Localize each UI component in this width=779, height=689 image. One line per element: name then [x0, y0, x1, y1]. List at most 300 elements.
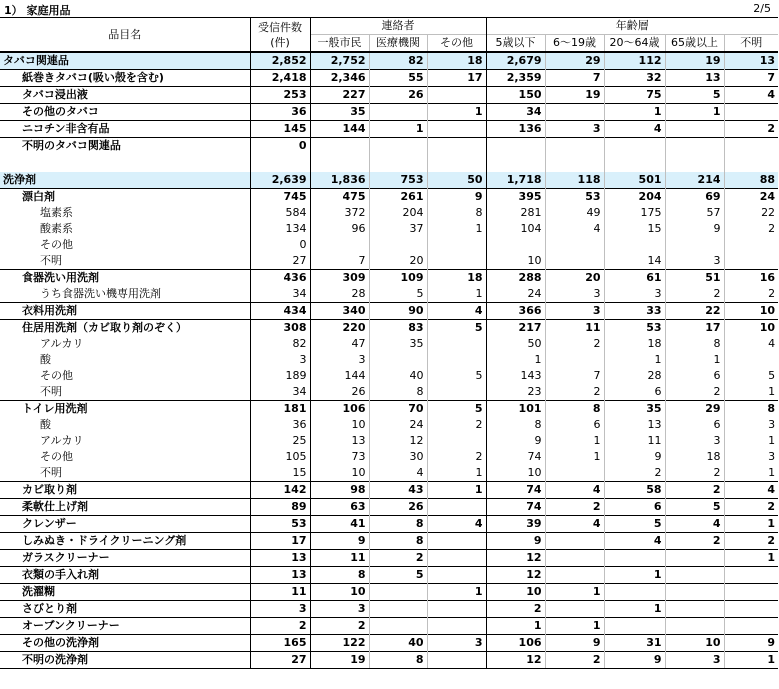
value-cell: [665, 237, 724, 253]
table-row: [0, 601, 778, 618]
value-cell: 31: [604, 635, 665, 652]
value-cell: 13: [310, 433, 369, 449]
value-cell: [369, 601, 427, 618]
value-cell: 5: [604, 516, 665, 533]
value-cell: 35: [369, 336, 427, 352]
value-cell: 2,852: [250, 52, 310, 70]
value-cell: 1: [604, 104, 665, 121]
value-cell: [604, 618, 665, 635]
value-cell: [604, 237, 665, 253]
value-cell: 53: [604, 320, 665, 337]
table-row: [0, 567, 778, 584]
value-cell: 745: [250, 189, 310, 206]
table-row: [0, 303, 778, 320]
table-row: [0, 253, 778, 270]
value-cell: [427, 352, 486, 368]
value-cell: 6: [604, 384, 665, 401]
table-row: [0, 189, 778, 206]
value-cell: [369, 352, 427, 368]
value-cell: 28: [604, 368, 665, 384]
value-cell: 8: [369, 516, 427, 533]
value-cell: [545, 465, 604, 482]
value-cell: 2: [724, 121, 778, 138]
value-cell: [369, 618, 427, 635]
value-cell: 11: [604, 433, 665, 449]
value-cell: 4: [604, 533, 665, 550]
value-cell: 27: [250, 652, 310, 669]
value-cell: 1: [665, 104, 724, 121]
value-cell: 2: [665, 286, 724, 303]
item-name-cell: 酸: [40, 418, 51, 431]
value-cell: 19: [665, 52, 724, 70]
value-cell: 1: [545, 433, 604, 449]
value-cell: 15: [250, 465, 310, 482]
table-row: [0, 352, 778, 368]
value-cell: 34: [250, 286, 310, 303]
value-cell: 6: [665, 368, 724, 384]
value-cell: 145: [250, 121, 310, 138]
value-cell: 2: [724, 499, 778, 516]
value-cell: 106: [310, 401, 369, 418]
value-cell: 3: [545, 303, 604, 320]
value-cell: [427, 138, 486, 155]
header-col-0: 一般市民: [310, 35, 369, 53]
value-cell: 22: [665, 303, 724, 320]
table-row: [0, 584, 778, 601]
value-cell: 175: [604, 205, 665, 221]
value-cell: 20: [545, 270, 604, 287]
value-cell: [427, 567, 486, 584]
item-name-cell: アルカリ: [40, 337, 84, 350]
item-name-cell: 漂白剤: [0, 189, 250, 206]
table-row: [0, 516, 778, 533]
value-cell: [545, 237, 604, 253]
value-cell: [427, 550, 486, 567]
item-name-cell: その他: [40, 238, 73, 251]
value-cell: 3: [724, 449, 778, 465]
value-cell: 6: [665, 417, 724, 433]
value-cell: 165: [250, 635, 310, 652]
value-cell: 18: [665, 449, 724, 465]
value-cell: 134: [250, 221, 310, 237]
value-cell: 2: [724, 286, 778, 303]
value-cell: [427, 384, 486, 401]
item-name-cell: しみぬき・ドライクリーニング剤: [0, 533, 250, 550]
table-row: [0, 550, 778, 567]
value-cell: 2: [310, 618, 369, 635]
value-cell: [545, 533, 604, 550]
item-name-cell: タバコ浸出液: [0, 87, 250, 104]
value-cell: 220: [310, 320, 369, 337]
value-cell: 1: [427, 104, 486, 121]
value-cell: 1: [427, 482, 486, 499]
value-cell: [724, 601, 778, 618]
value-cell: 5: [369, 567, 427, 584]
value-cell: [665, 601, 724, 618]
item-name-cell: 住居用洗剤（カビ取り剤のぞく）: [0, 320, 250, 337]
value-cell: 51: [665, 270, 724, 287]
value-cell: 6: [545, 417, 604, 433]
value-cell: [724, 237, 778, 253]
value-cell: 74: [486, 449, 545, 465]
value-cell: 39: [486, 516, 545, 533]
value-cell: 33: [604, 303, 665, 320]
header-item-name: 品目名: [0, 18, 250, 53]
table-row: [0, 368, 778, 384]
item-name-cell: 食器洗い用洗剤: [0, 270, 250, 287]
value-cell: 7: [545, 70, 604, 87]
value-cell: [665, 584, 724, 601]
value-cell: 4: [369, 465, 427, 482]
value-cell: 10: [665, 635, 724, 652]
value-cell: [310, 154, 369, 172]
value-cell: [545, 601, 604, 618]
value-cell: 8: [486, 417, 545, 433]
value-cell: 14: [604, 253, 665, 270]
header-col-4: 6～19歳: [545, 35, 604, 53]
value-cell: 7: [545, 368, 604, 384]
page-indicator: 2/5: [753, 2, 771, 15]
value-cell: 9: [427, 189, 486, 206]
value-cell: [545, 352, 604, 368]
value-cell: 204: [604, 189, 665, 206]
table-row: [0, 417, 778, 433]
value-cell: 47: [310, 336, 369, 352]
value-cell: 2: [427, 449, 486, 465]
value-cell: [665, 154, 724, 172]
value-cell: 53: [250, 516, 310, 533]
value-cell: 1: [427, 465, 486, 482]
value-cell: 3: [310, 352, 369, 368]
item-name-cell: 不明の洗浄剤: [0, 652, 250, 669]
value-cell: 2: [665, 384, 724, 401]
item-name-cell: アルカリ: [40, 434, 84, 447]
table-row: [0, 237, 778, 253]
value-cell: 13: [604, 417, 665, 433]
value-cell: [724, 154, 778, 172]
value-cell: [604, 584, 665, 601]
value-cell: 1,718: [486, 172, 545, 189]
value-cell: 5: [427, 320, 486, 337]
value-cell: [369, 138, 427, 155]
value-cell: [427, 433, 486, 449]
value-cell: 9: [545, 635, 604, 652]
table-row: [0, 205, 778, 221]
value-cell: 1: [427, 221, 486, 237]
value-cell: 10: [310, 584, 369, 601]
value-cell: 5: [427, 401, 486, 418]
value-cell: 1: [427, 286, 486, 303]
value-cell: 1: [486, 352, 545, 368]
item-name-cell: 衣類の手入れ剤: [0, 567, 250, 584]
value-cell: 9: [604, 449, 665, 465]
item-name-cell: うち食器洗い機専用洗剤: [40, 287, 161, 300]
value-cell: 0: [250, 138, 310, 155]
value-cell: 29: [545, 52, 604, 70]
value-cell: 3: [427, 635, 486, 652]
table-row: [0, 635, 778, 652]
value-cell: 1: [724, 465, 778, 482]
value-cell: 58: [604, 482, 665, 499]
value-cell: 3: [665, 253, 724, 270]
value-cell: 19: [545, 87, 604, 104]
value-cell: [545, 104, 604, 121]
value-cell: 74: [486, 482, 545, 499]
value-cell: 204: [369, 205, 427, 221]
value-cell: [427, 652, 486, 669]
section-caption: 1） 家庭用品: [4, 4, 71, 17]
value-cell: 2: [545, 384, 604, 401]
value-cell: [427, 121, 486, 138]
value-cell: [427, 618, 486, 635]
value-cell: 23: [486, 384, 545, 401]
item-name-cell: 塩素系: [40, 206, 73, 219]
item-name-cell: その他: [40, 450, 73, 463]
value-cell: 9: [665, 221, 724, 237]
value-cell: 584: [250, 205, 310, 221]
value-cell: 82: [250, 336, 310, 352]
value-cell: 34: [486, 104, 545, 121]
value-cell: 372: [310, 205, 369, 221]
value-cell: 43: [369, 482, 427, 499]
value-cell: 2,418: [250, 70, 310, 87]
value-cell: 69: [665, 189, 724, 206]
value-cell: [604, 154, 665, 172]
value-cell: 28: [310, 286, 369, 303]
value-cell: 35: [310, 104, 369, 121]
value-cell: 40: [369, 635, 427, 652]
value-cell: 1: [724, 384, 778, 401]
value-cell: 41: [310, 516, 369, 533]
value-cell: 37: [369, 221, 427, 237]
value-cell: 50: [427, 172, 486, 189]
table-row: [0, 618, 778, 635]
table-row: [0, 286, 778, 303]
value-cell: 2: [724, 221, 778, 237]
value-cell: 5: [369, 286, 427, 303]
value-cell: [250, 154, 310, 172]
value-cell: 6: [604, 499, 665, 516]
value-cell: 11: [250, 584, 310, 601]
item-name-cell: 洗浄剤: [0, 172, 250, 189]
value-cell: 3: [665, 652, 724, 669]
value-cell: 4: [604, 121, 665, 138]
value-cell: 150: [486, 87, 545, 104]
table-row: [0, 433, 778, 449]
header-contact-group: 連絡者: [310, 18, 486, 35]
value-cell: 4: [545, 221, 604, 237]
value-cell: 1: [604, 352, 665, 368]
item-name-cell: その他のタバコ: [0, 104, 250, 121]
table-row: [0, 384, 778, 401]
value-cell: 9: [486, 433, 545, 449]
value-cell: 1: [545, 584, 604, 601]
value-cell: 3: [604, 286, 665, 303]
value-cell: 8: [310, 567, 369, 584]
value-cell: 73: [310, 449, 369, 465]
header-col-7: 不明: [724, 35, 778, 53]
value-cell: 1: [724, 652, 778, 669]
value-cell: 35: [604, 401, 665, 418]
value-cell: 74: [486, 499, 545, 516]
value-cell: 227: [310, 87, 369, 104]
item-name-cell: ガラスクリーナー: [0, 550, 250, 567]
value-cell: 101: [486, 401, 545, 418]
value-cell: [665, 567, 724, 584]
value-cell: [427, 154, 486, 172]
value-cell: 32: [604, 70, 665, 87]
value-cell: 9: [310, 533, 369, 550]
value-cell: 2,346: [310, 70, 369, 87]
value-cell: [724, 584, 778, 601]
value-cell: 2,639: [250, 172, 310, 189]
value-cell: [545, 567, 604, 584]
value-cell: 83: [369, 320, 427, 337]
value-cell: 70: [369, 401, 427, 418]
value-cell: 12: [369, 433, 427, 449]
value-cell: 4: [724, 87, 778, 104]
value-cell: 9: [486, 533, 545, 550]
value-cell: 2: [545, 336, 604, 352]
value-cell: 24: [486, 286, 545, 303]
item-name-cell: その他の洗浄剤: [0, 635, 250, 652]
value-cell: 3: [724, 417, 778, 433]
value-cell: [724, 253, 778, 270]
value-cell: [545, 154, 604, 172]
value-cell: 20: [369, 253, 427, 270]
table-row: [0, 336, 778, 352]
value-cell: [427, 253, 486, 270]
item-name-cell: [0, 154, 250, 172]
value-cell: 4: [545, 516, 604, 533]
item-name-cell: 洗濯糊: [0, 584, 250, 601]
value-cell: 29: [665, 401, 724, 418]
value-cell: 436: [250, 270, 310, 287]
value-cell: 36: [250, 417, 310, 433]
value-cell: 106: [486, 635, 545, 652]
value-cell: 10: [724, 320, 778, 337]
value-cell: 13: [250, 567, 310, 584]
value-cell: 395: [486, 189, 545, 206]
value-cell: 8: [724, 401, 778, 418]
value-cell: 118: [545, 172, 604, 189]
value-cell: [604, 138, 665, 155]
value-cell: 2,679: [486, 52, 545, 70]
value-cell: [665, 138, 724, 155]
value-cell: 2: [665, 533, 724, 550]
value-cell: 11: [310, 550, 369, 567]
value-cell: 181: [250, 401, 310, 418]
value-cell: 2: [665, 482, 724, 499]
value-cell: 3: [665, 433, 724, 449]
value-cell: [665, 618, 724, 635]
value-cell: 1: [665, 352, 724, 368]
table-row: [0, 320, 778, 337]
value-cell: 1,836: [310, 172, 369, 189]
value-cell: 2: [486, 601, 545, 618]
item-name-cell: 酸: [40, 353, 51, 366]
value-cell: 1: [724, 433, 778, 449]
value-cell: 63: [310, 499, 369, 516]
table-row: [0, 221, 778, 237]
value-cell: 501: [604, 172, 665, 189]
value-cell: 34: [250, 384, 310, 401]
table-row: [0, 652, 778, 669]
value-cell: 9: [724, 635, 778, 652]
header-received-count: 受信件数 (件): [250, 18, 310, 53]
item-name-cell: 不明のタバコ関連品: [0, 138, 250, 155]
item-name-cell: その他: [40, 369, 73, 382]
value-cell: 261: [369, 189, 427, 206]
value-cell: [369, 237, 427, 253]
value-cell: 3: [310, 601, 369, 618]
value-cell: 366: [486, 303, 545, 320]
item-name-cell: オーブンクリーナー: [0, 618, 250, 635]
value-cell: 253: [250, 87, 310, 104]
value-cell: [427, 601, 486, 618]
value-cell: [427, 533, 486, 550]
value-cell: 2: [665, 465, 724, 482]
table-row: [0, 401, 778, 418]
item-name-cell: 酸素系: [40, 222, 73, 235]
value-cell: 27: [250, 253, 310, 270]
value-cell: 475: [310, 189, 369, 206]
value-cell: 281: [486, 205, 545, 221]
value-cell: 112: [604, 52, 665, 70]
table-row: [0, 154, 778, 172]
value-cell: 13: [724, 52, 778, 70]
item-name-cell: 紙巻きタバコ(吸い殻を含む): [0, 70, 250, 87]
value-cell: 309: [310, 270, 369, 287]
value-cell: 1: [486, 618, 545, 635]
value-cell: 2,359: [486, 70, 545, 87]
value-cell: 24: [724, 189, 778, 206]
poison-inquiry-table: [0, 17, 778, 669]
value-cell: [665, 550, 724, 567]
value-cell: [545, 550, 604, 567]
value-cell: 30: [369, 449, 427, 465]
value-cell: 16: [724, 270, 778, 287]
value-cell: 10: [486, 253, 545, 270]
value-cell: 61: [604, 270, 665, 287]
value-cell: 12: [486, 652, 545, 669]
value-cell: 2: [250, 618, 310, 635]
value-cell: 26: [369, 499, 427, 516]
value-cell: 10: [486, 584, 545, 601]
value-cell: 0: [250, 237, 310, 253]
item-name-cell: タバコ関連品: [0, 52, 250, 70]
value-cell: 2: [604, 465, 665, 482]
value-cell: [665, 121, 724, 138]
value-cell: 19: [310, 652, 369, 669]
item-name-cell: さびとり剤: [0, 601, 250, 618]
value-cell: 189: [250, 368, 310, 384]
value-cell: 4: [724, 482, 778, 499]
table-row: [0, 104, 778, 121]
value-cell: 214: [665, 172, 724, 189]
value-cell: 5: [427, 368, 486, 384]
value-cell: [724, 352, 778, 368]
value-cell: 8: [369, 384, 427, 401]
value-cell: 1: [545, 618, 604, 635]
value-cell: [427, 499, 486, 516]
value-cell: [604, 550, 665, 567]
table-row: [0, 87, 778, 104]
value-cell: [724, 567, 778, 584]
value-cell: 340: [310, 303, 369, 320]
value-cell: 434: [250, 303, 310, 320]
value-cell: 4: [724, 336, 778, 352]
